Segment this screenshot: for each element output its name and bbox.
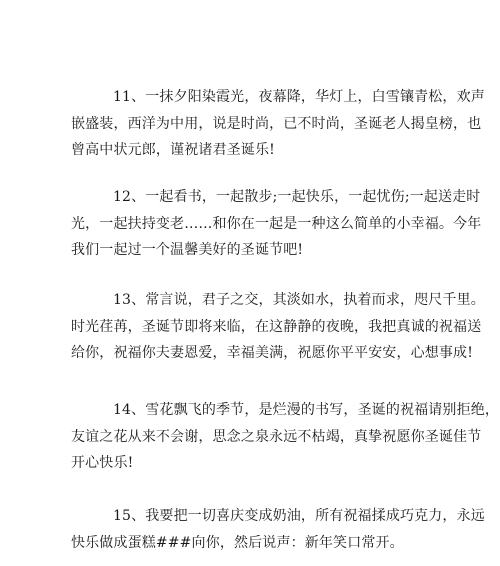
greeting-paragraph-11 [71, 84, 485, 164]
paragraph-line: 我们一起过一个温馨美好的圣诞节吧! [71, 242, 304, 258]
paragraph-line: 11、一抹夕阳染霞光，夜幕降，华灯上，白雪镶青松，欢声 [113, 89, 485, 105]
paragraph-line: 快乐做成蛋糕###向你，然后说声：新年笑口常开。 [71, 534, 404, 551]
greeting-paragraph-12 [71, 184, 482, 264]
paragraph-line: 友谊之花从来不会谢，思念之泉永远不枯竭，真挚祝愿你圣诞佳节 [71, 428, 482, 445]
paragraph-line: 14、雪花飘飞的季节，是烂漫的书写，圣诞的祝福请别拒绝， [113, 402, 500, 418]
greeting-paragraph-14 [71, 397, 500, 477]
paragraph-line: 曾高中状元郎，谨祝诸君圣诞乐! [71, 142, 275, 158]
paragraph-line: 光，一起扶持变老……和你在一起是一种这么简单的小幸福。今年 [71, 215, 482, 232]
paragraph-line: 时光荏苒，圣诞节即将来临，在这静静的夜晚，我把真诚的祝福送 [71, 318, 482, 335]
paragraph-line: 开心快乐! [71, 455, 134, 471]
paragraph-line: 13、常言说，君子之交，其淡如水，执着而求，咫尺千里。 [113, 292, 485, 308]
paragraph-line: 给你，祝福你夫妻恩爱，幸福美满，祝愿你平平安安，心想事成! [71, 345, 473, 361]
greeting-paragraph-15 [71, 503, 485, 556]
paragraph-line: 12、一起看书，一起散步;一起快乐，一起忧伤;一起送走时 [113, 189, 481, 205]
paragraph-line: 15、我要把一切喜庆变成奶油，所有祝福揉成巧克力，永远 [113, 508, 485, 524]
paragraph-line: 嵌盛装，西洋为中用，说是时尚，已不时尚，圣诞老人揭皇榜，也 [71, 115, 482, 132]
greeting-paragraph-13 [71, 287, 485, 367]
